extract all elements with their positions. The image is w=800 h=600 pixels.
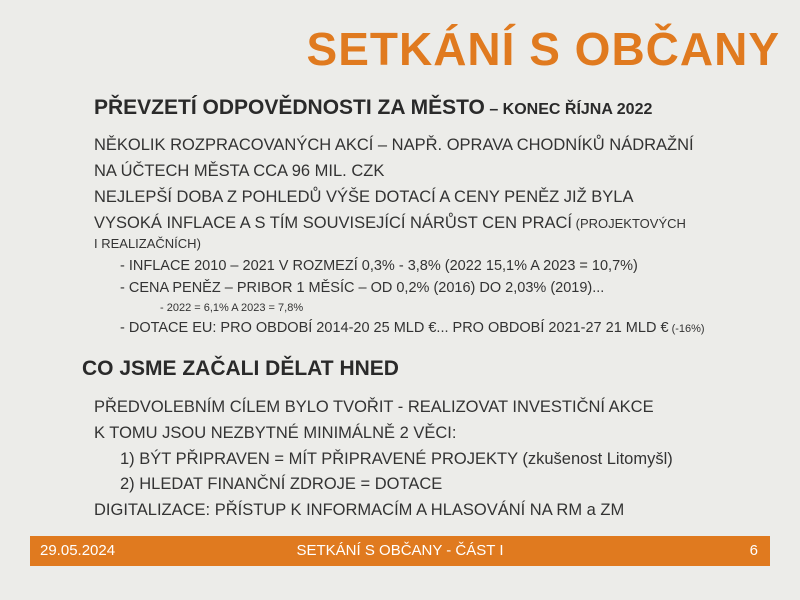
section1-line-3: NEJLEPŠÍ DOBA Z POHLEDŮ VÝŠE DOTACÍ A CENY PENĚZ JIŽ BYLA [94,188,634,206]
footer-date: 29.05.2024 [40,542,116,559]
bullet-pribor: - CENA PENĚZ – PRIBOR 1 MĚSÍC – OD 0,2% (2016) DO 2,03% (2019)... [120,280,605,296]
section1-line-2: NA ÚČTECH MĚSTA CCA 96 MIL. CZK [94,162,385,180]
footer-title: SETKÁNÍ S OBČANY - ČÁST I [296,542,504,559]
section2-line-4: 2) HLEDAT FINANČNÍ ZDROJE = DOTACE [120,475,443,493]
bullet-eu-grants [120,320,705,336]
section2-line-5: DIGITALIZACE: PŘÍSTUP K INFORMACÍM A HLASOVÁNÍ NA RM a ZM [94,501,625,519]
section1-line-1: NĚKOLIK ROZPRACOVANÝCH AKCÍ – NAPŘ. OPRAVA CHODNÍKŮ NÁDRAŽNÍ [94,136,694,154]
section2-line-1: PŘEDVOLEBNÍM CÍLEM BYLO TVOŘIT - REALIZOVAT INVESTIČNÍ AKCE [94,398,654,416]
section1-heading-suffix: – KONEC ŘÍJNA 2022 [484,101,653,118]
bullet-eu-grants-suffix: (-16%) [668,323,705,335]
section1-heading-text: PŘEVZETÍ ODPOVĚDNOSTI ZA MĚSTO [94,96,485,119]
section2-heading: CO JSME ZAČALI DĚLAT HNED [82,357,399,380]
section1-line-4-text: VYSOKÁ INFLACE A S TÍM SOUVISEJÍCÍ NÁRŮST CEN PRACÍ [94,214,573,232]
bullet-inflation: - INFLACE 2010 – 2021 V ROZMEZÍ 0,3% - 3,8% (2022 15,1% A 2023 = 10,7%) [120,258,638,274]
bullet-pribor-sub: - 2022 = 6,1% A 2023 = 7,8% [160,302,304,314]
section1-line-4-cont: I REALIZAČNÍCH) [94,236,201,251]
footer-bar [30,536,770,566]
section1-heading [94,96,652,120]
section1-line-4-suffix: (PROJEKTOVÝCH [572,216,686,231]
footer-page-number: 6 [749,542,758,559]
section1-line-4 [94,214,686,233]
section2-line-2: K TOMU JSOU NEZBYTNÉ MINIMÁLNĚ 2 VĚCI: [94,424,457,442]
slide-title: SETKÁNÍ S OBČANY [306,23,780,75]
bullet-eu-grants-text: - DOTACE EU: PRO OBDOBÍ 2014-20 25 MLD €... PRO OBDOBÍ 2021-27 21 MLD € [120,320,669,336]
section2-line-3: 1) BÝT PŘIPRAVEN = MÍT PŘIPRAVENÉ PROJEKTY (zkušenost Litomyšl) [120,450,673,468]
